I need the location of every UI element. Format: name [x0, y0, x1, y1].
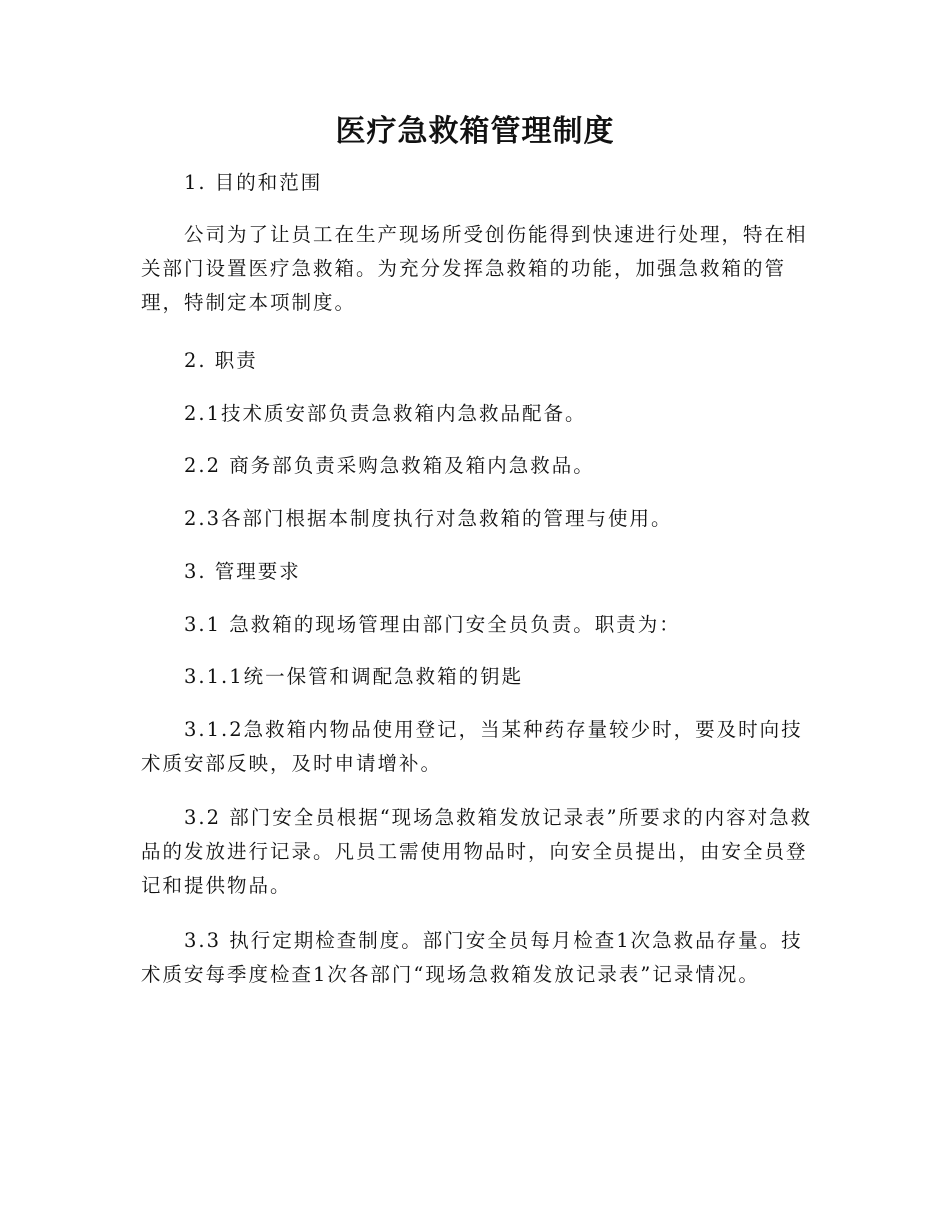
paragraph-3-1: 3.1 急救箱的现场管理由部门安全员负责。职责为： — [184, 613, 681, 636]
paragraph-section-2-heading: 2. 职责 — [184, 349, 258, 372]
paragraph-section-1-heading: 1. 目的和范围 — [184, 171, 323, 194]
paragraph-2-2: 2.2 商务部负责采购急救箱及箱内急救品。 — [184, 454, 595, 477]
paragraph-3-1-2: 3.1.2急救箱内物品使用登记，当某种药存量较少时，要及时向技术质安部反映，及时申请增补。 — [141, 718, 803, 775]
paragraph-section-3-heading: 3. 管理要求 — [184, 560, 301, 583]
paragraph-2-3: 2.3各部门根据本制度执行对急救箱的管理与使用。 — [184, 507, 673, 530]
paragraph-3-2: 3.2 部门安全员根据“现场急救箱发放记录表”所要求的内容对急救品的发放进行记录。凡员工需使用物品时，向安全员提出，由安全员登记和提供物品。 — [141, 806, 813, 897]
paragraph-3-1-1: 3.1.1统一保管和调配急救箱的钥匙 — [184, 665, 524, 688]
paragraph-purpose-body: 公司为了让员工在生产现场所受创伤能得到快速进行处理，特在相关部门设置医疗急救箱。为充分发挥急救箱的功能，加强急救箱的管理，特制定本项制度。 — [141, 223, 808, 314]
document-title: 医疗急救箱管理制度 — [335, 114, 615, 149]
paragraph-3-3: 3.3 执行定期检查制度。部门安全员每月检查1次急救品存量。技术质安每季度检查1次各部门“现场急救箱发放记录表”记录情况。 — [141, 929, 803, 986]
paragraph-2-1: 2.1技术质安部负责急救箱内急救品配备。 — [184, 402, 587, 425]
